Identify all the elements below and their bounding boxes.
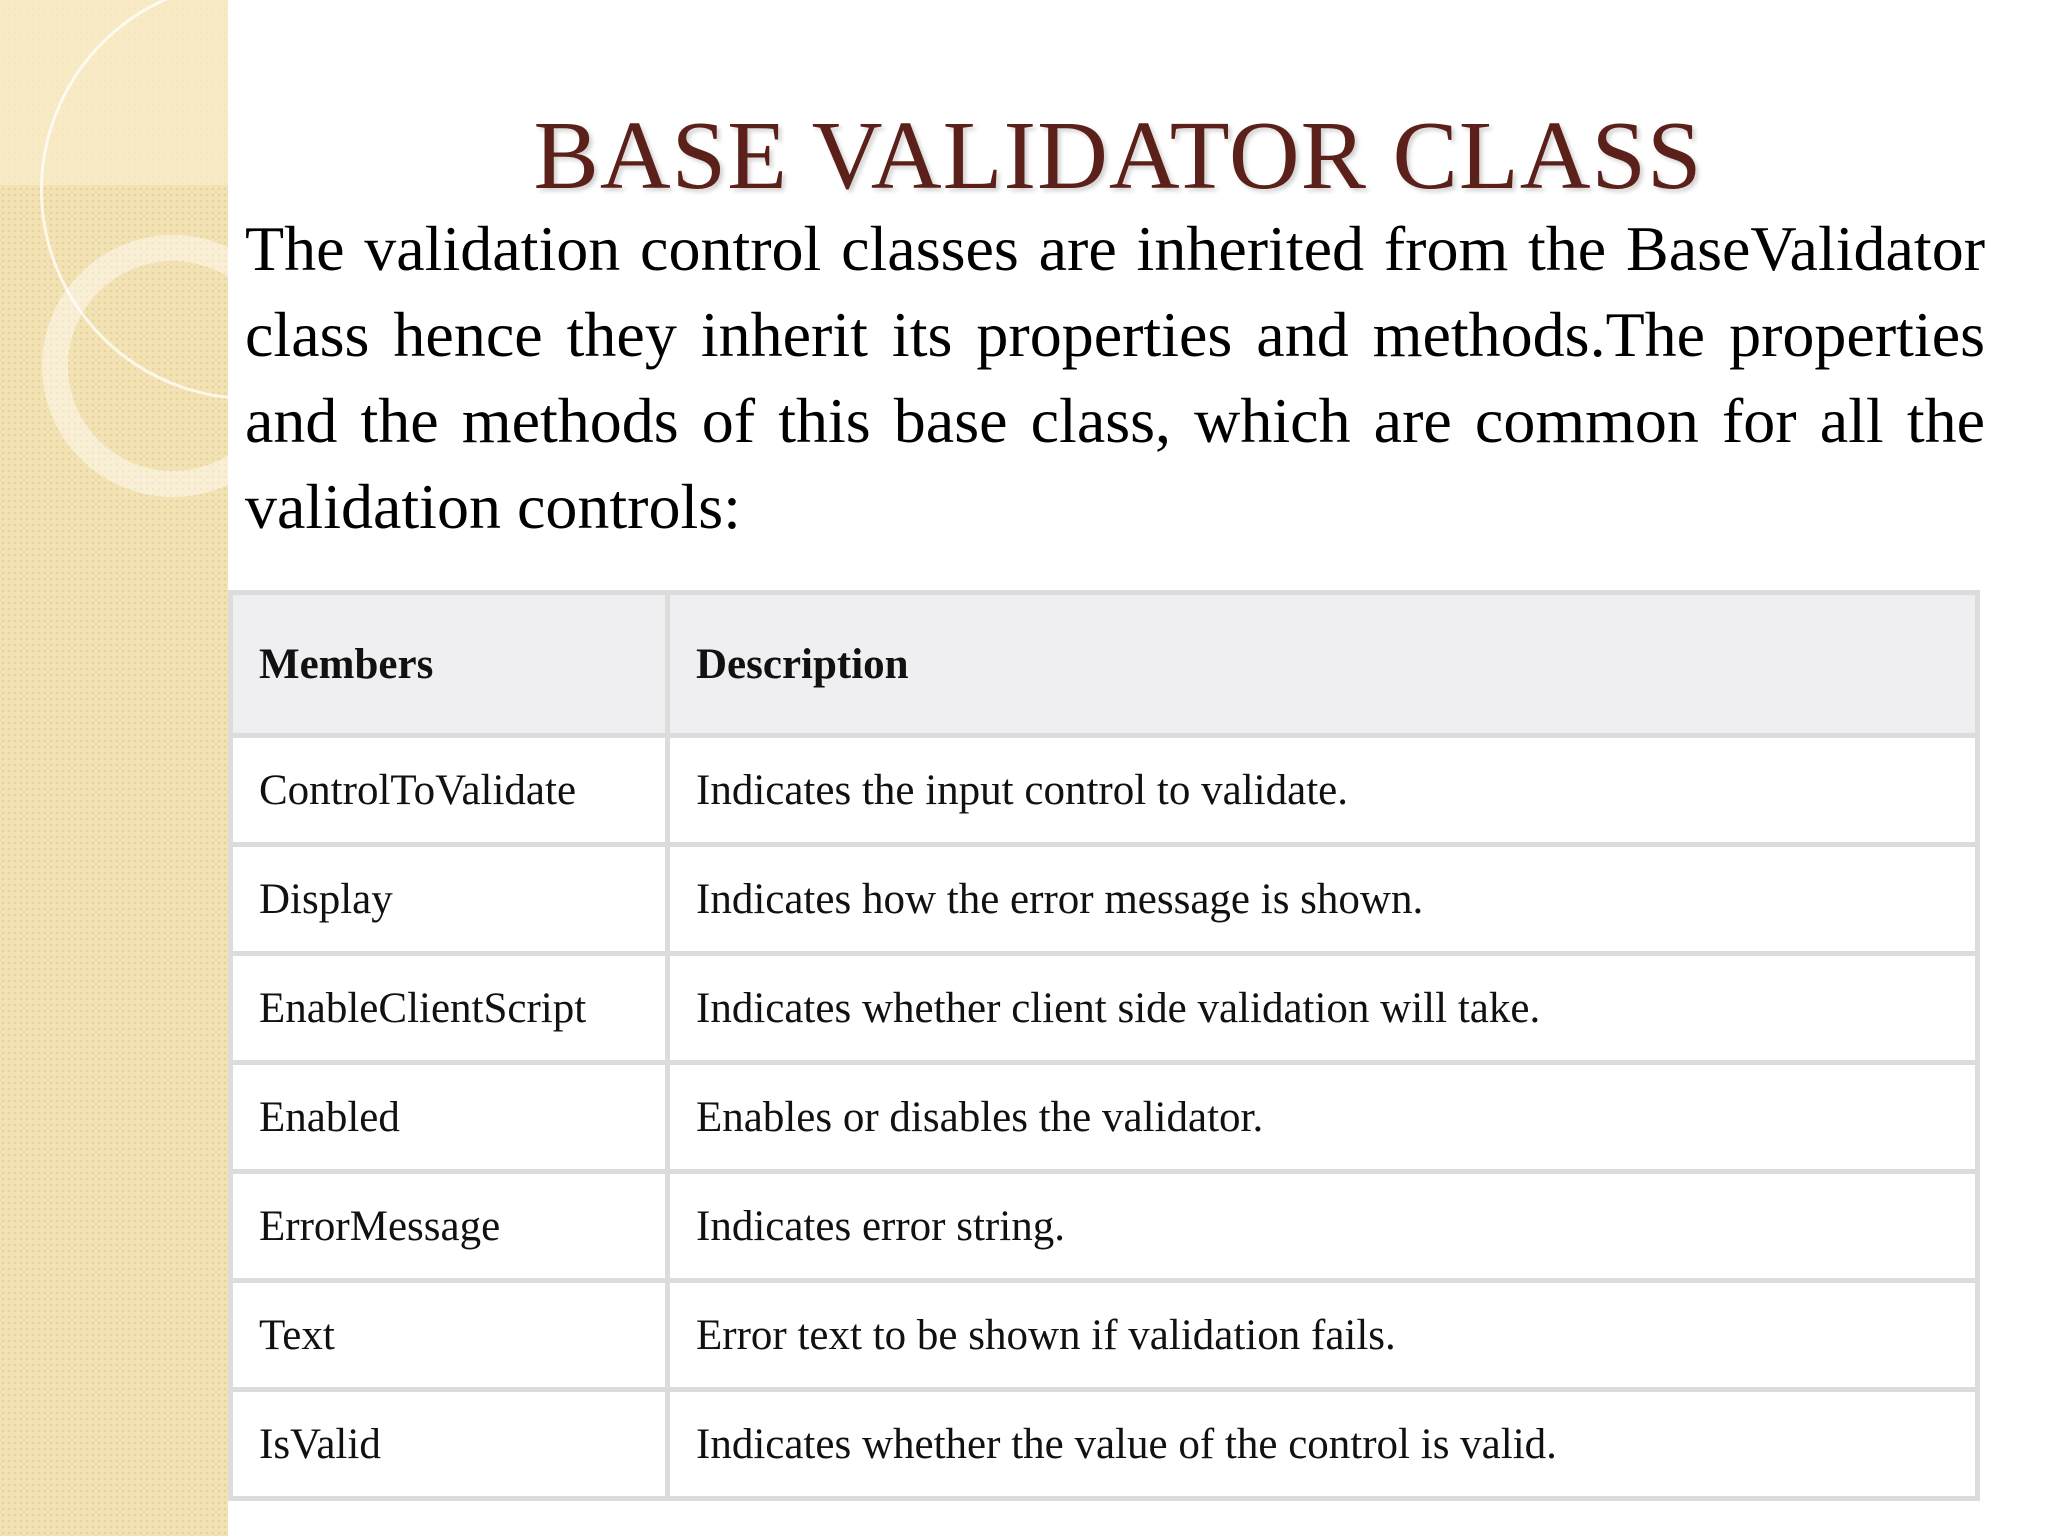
table-header-row bbox=[231, 593, 1978, 736]
table-row bbox=[231, 845, 1978, 954]
description-cell: Indicates the input control to validate. bbox=[668, 736, 1978, 845]
member-cell: ErrorMessage bbox=[231, 1172, 668, 1281]
table-row bbox=[231, 1063, 1978, 1172]
description-cell: Error text to be shown if validation fails. bbox=[668, 1281, 1978, 1390]
table-row bbox=[231, 1172, 1978, 1281]
slide-title: BASE VALIDATOR CLASS bbox=[533, 102, 1703, 210]
decorative-side-strip bbox=[0, 0, 228, 1536]
intro-paragraph: The validation control classes are inherited from the BaseValidator class hence they inherit its properties and methods.The properties and the methods of this base class, which are common for all the validation controls: bbox=[245, 213, 1985, 542]
description-cell: Indicates error string. bbox=[668, 1172, 1978, 1281]
table-row bbox=[231, 954, 1978, 1063]
header-members: Members bbox=[231, 593, 668, 736]
description-cell: Indicates whether the value of the control is valid. bbox=[668, 1390, 1978, 1499]
member-cell: ControlToValidate bbox=[231, 736, 668, 845]
table-row bbox=[231, 1281, 1978, 1390]
members-table bbox=[228, 590, 1980, 1501]
table-row bbox=[231, 1390, 1978, 1499]
member-cell: IsValid bbox=[231, 1390, 668, 1499]
table-row bbox=[231, 736, 1978, 845]
member-cell: Display bbox=[231, 845, 668, 954]
description-cell: Indicates how the error message is shown. bbox=[668, 845, 1978, 954]
member-cell: Text bbox=[231, 1281, 668, 1390]
description-cell: Enables or disables the validator. bbox=[668, 1063, 1978, 1172]
header-description: Description bbox=[668, 593, 1978, 736]
member-cell: Enabled bbox=[231, 1063, 668, 1172]
member-cell: EnableClientScript bbox=[231, 954, 668, 1063]
description-cell: Indicates whether client side validation will take. bbox=[668, 954, 1978, 1063]
